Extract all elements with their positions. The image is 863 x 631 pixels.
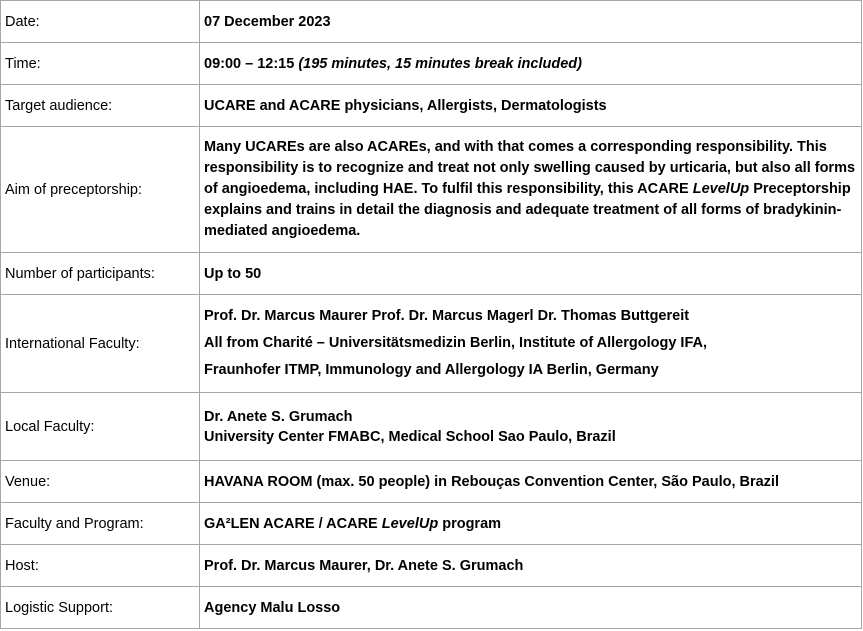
international-label: International Faculty: [1, 295, 200, 393]
program-italic: LevelUp [381, 515, 439, 532]
time-label: Time: [1, 43, 200, 85]
aim-italic: LevelUp [692, 181, 750, 197]
host-label: Host: [1, 545, 200, 587]
audience-label: Target audience: [1, 85, 200, 127]
venue-label: Venue: [1, 461, 200, 503]
row-host [1, 545, 862, 587]
aim-label: Aim of preceptorship: [1, 127, 200, 253]
program-value [200, 503, 862, 545]
aim-text [204, 137, 857, 242]
row-international-faculty [1, 295, 862, 393]
program-text-after: program [442, 515, 502, 532]
local-value [200, 393, 862, 461]
date-label: Date: [1, 1, 200, 43]
logistics-value: Agency Malu Losso [200, 587, 862, 629]
participants-label: Number of participants: [1, 253, 200, 295]
row-aim [1, 127, 862, 253]
aim-text-after: Preceptorship explains and trains in detail the diagnosis and adequate treatment of all forms of bradykinin-mediated angioedema. [204, 181, 851, 239]
row-venue [1, 461, 862, 503]
logistics-label: Logistic Support: [1, 587, 200, 629]
time-value [200, 43, 862, 85]
local-line-1: Dr. Anete S. Grumach [204, 408, 353, 425]
row-logistics [1, 587, 862, 629]
participants-value: Up to 50 [200, 253, 862, 295]
international-value [200, 295, 862, 393]
row-program [1, 503, 862, 545]
row-participants [1, 253, 862, 295]
row-local-faculty [1, 393, 862, 461]
row-time [1, 43, 862, 85]
row-date [1, 1, 862, 43]
venue-value: HAVANA ROOM (max. 50 people) in Rebouças Convention Center, São Paulo, Brazil [200, 461, 862, 503]
international-line-2: All from Charité – Universitätsmedizin Berlin, Institute of Allergology IFA, [204, 335, 708, 351]
time-note: (195 minutes, 15 minutes break included) [298, 55, 582, 72]
time-range: 09:00 – 12:15 [204, 55, 295, 72]
international-line-3: Fraunhofer ITMP, Immunology and Allergology IA Berlin, Germany [204, 362, 659, 378]
program-text-before: GA²LEN ACARE / ACARE [204, 515, 378, 532]
local-line-2: University Center FMABC, Medical School Sao Paulo, Brazil [204, 428, 616, 445]
date-value: 07 December 2023 [200, 1, 862, 43]
local-label: Local Faculty: [1, 393, 200, 461]
audience-value: UCARE and ACARE physicians, Allergists, Dermatologists [200, 85, 862, 127]
aim-text-before: Many UCAREs are also ACAREs, and with that comes a corresponding responsibility. This responsibility is to recognize and treat not only swelling caused by urticaria, but also all forms of angioedema, including HAE. To fulfil this responsibility, this ACARE [204, 139, 856, 197]
host-value: Prof. Dr. Marcus Maurer, Dr. Anete S. Grumach [200, 545, 862, 587]
program-label: Faculty and Program: [1, 503, 200, 545]
row-audience [1, 85, 862, 127]
international-line-1: Prof. Dr. Marcus Maurer Prof. Dr. Marcus Magerl Dr. Thomas Buttgereit [204, 308, 690, 324]
aim-value [200, 127, 862, 253]
